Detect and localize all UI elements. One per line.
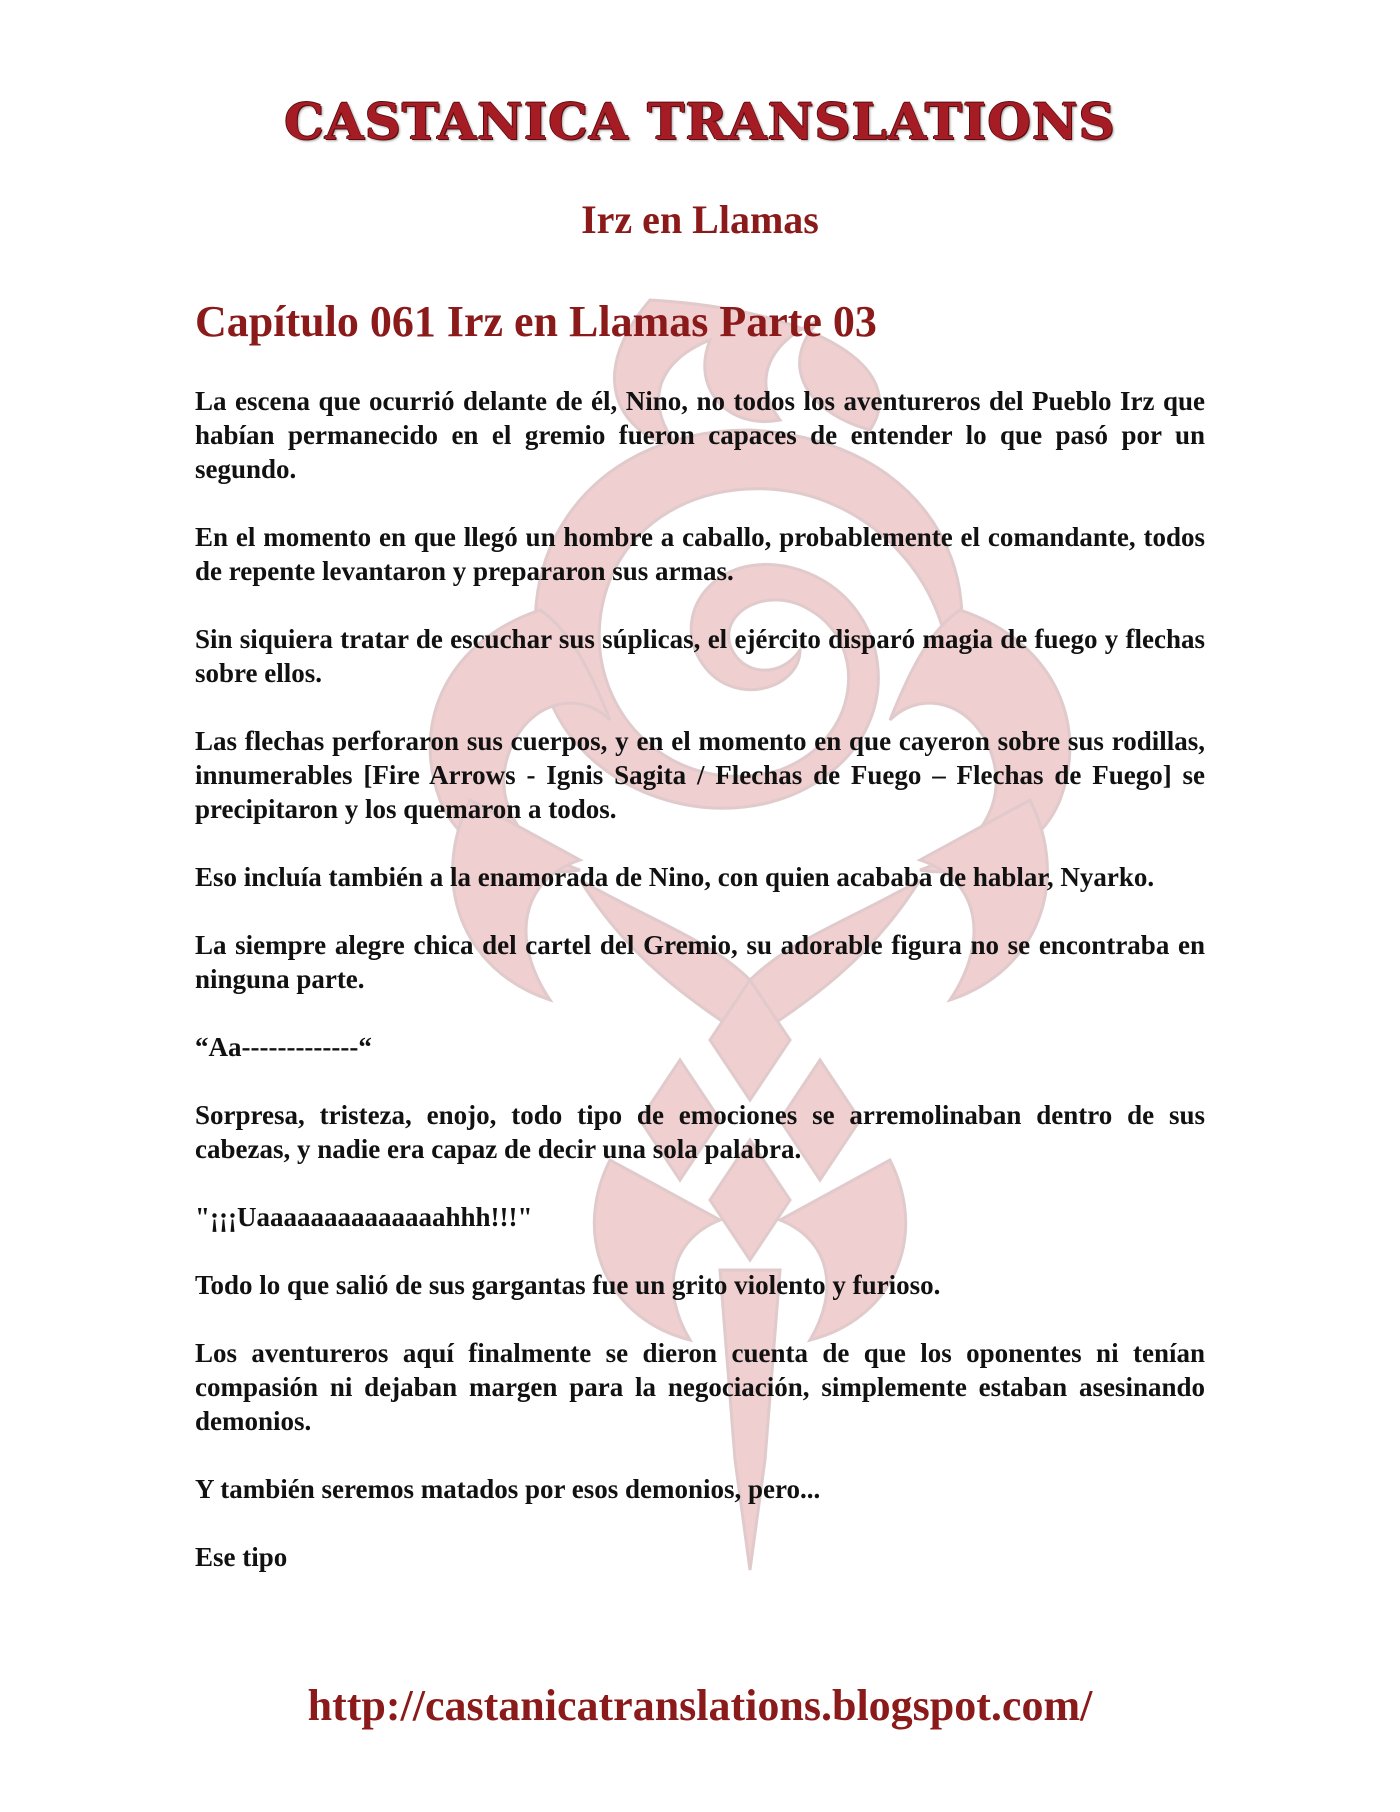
paragraph: Las flechas perforaron sus cuerpos, y en el momento en que cayeron sobre sus rodillas, innumerables [Fire Arrows - Ignis Sagita / Flechas de Fuego – Flechas de Fuego] se precipitaron y los quemaron a todos. xyxy=(195,726,1205,824)
chapter-body xyxy=(195,384,1205,1608)
footer-url-link[interactable]: http://castanicatranslations.blogspot.com/ xyxy=(307,1681,1093,1730)
paragraph: Los aventureros aquí finalmente se dieron cuenta de que los oponentes ni tenían compasión ni dejaban margen para la negociación, simplemente estaban asesinando demonios. xyxy=(195,1338,1205,1436)
paragraph: Ese tipo xyxy=(195,1542,288,1572)
paragraph: “Aa-------------“ xyxy=(195,1032,372,1062)
paragraph: En el momento en que llegó un hombre a caballo, probablemente el comandante, todos de repente levantaron y prepararon sus armas. xyxy=(195,522,1205,586)
paragraph: Y también seremos matados por esos demonios, pero... xyxy=(195,1474,821,1504)
paragraph: Sin siquiera tratar de escuchar sus súplicas, el ejército disparó magia de fuego y flechas sobre ellos. xyxy=(195,624,1205,688)
brand-title: CASTANICA TRANSLATIONS xyxy=(284,92,1116,151)
paragraph: La escena que ocurrió delante de él, Nino, no todos los aventureros del Pueblo Irz que habían permanecido en el gremio fueron capaces de entender lo que pasó por un segundo. xyxy=(195,386,1205,484)
paragraph: Eso incluía también a la enamorada de Nino, con quien acababa de hablar, Nyarko. xyxy=(195,862,1155,892)
paragraph: Sorpresa, tristeza, enojo, todo tipo de emociones se arremolinaban dentro de sus cabezas, y nadie era capaz de decir una sola palabra. xyxy=(195,1100,1205,1164)
paragraph: La siempre alegre chica del cartel del Gremio, su adorable figura no se encontraba en ninguna parte. xyxy=(195,930,1205,994)
chapter-title: Capítulo 061 Irz en Llamas Parte 03 xyxy=(195,297,877,346)
paragraph: "¡¡¡Uaaaaaaaaaaaaaahhh!!!" xyxy=(195,1202,533,1232)
paragraph: Todo lo que salió de sus gargantas fue un grito violento y furioso. xyxy=(195,1270,941,1300)
document-title: Irz en Llamas xyxy=(581,197,819,242)
